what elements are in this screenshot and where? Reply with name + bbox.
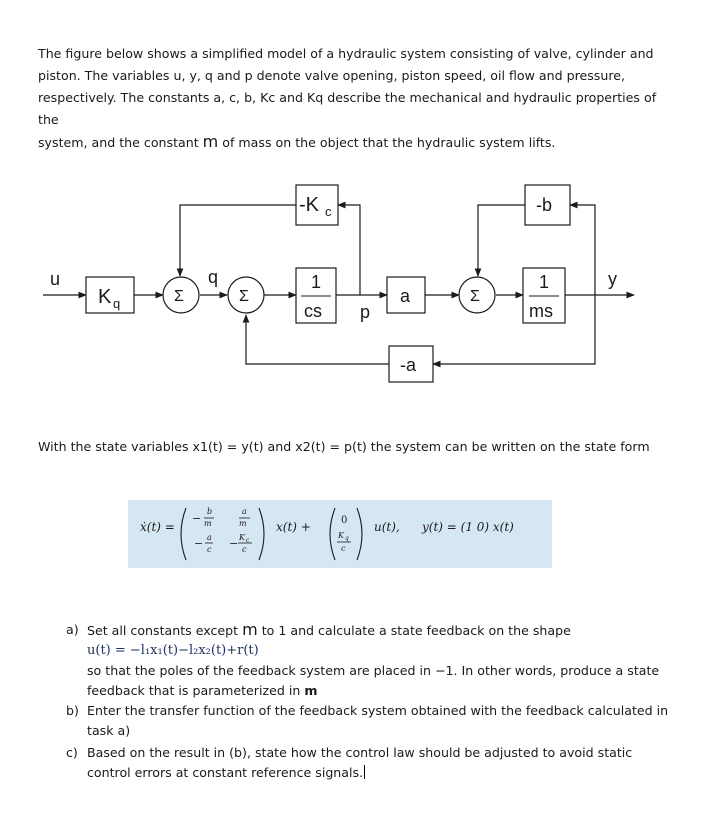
text-cursor — [364, 765, 365, 779]
task-a-line-1-post: to 1 and calculate a state feedback on the shape — [257, 623, 571, 638]
a12-den: m — [239, 519, 247, 528]
task-c-line-2-text: control errors at constant reference signals. — [87, 765, 364, 780]
a22-sub: c — [246, 537, 250, 544]
eq-u-term: u(t), — [374, 520, 400, 534]
output-label-y: y — [608, 269, 617, 289]
intro-line-2: piston. The variables u, y, q and p denote valve opening, piston speed, oil flow and pressure, — [38, 68, 625, 83]
neg-kc-sub-label: c — [325, 204, 332, 219]
neg-kc-main-label: -K — [299, 194, 319, 216]
neg-a-block-label: -a — [400, 355, 417, 375]
task-a-line-1 — [87, 620, 686, 641]
q-signal-label: q — [208, 267, 219, 287]
intro-line-4-post: of mass on the object that the hydraulic system lifts. — [218, 135, 556, 150]
eq-output: y(t) = (1 0) x(t) — [422, 520, 514, 534]
ms-numerator: 1 — [539, 272, 550, 292]
input-label-u: u — [50, 269, 61, 289]
neg-b-block-label: -b — [536, 195, 553, 215]
task-c-label: c) — [66, 745, 78, 760]
cs-numerator: 1 — [311, 272, 322, 292]
state-form-sentence: With the state variables x1(t) = y(t) and x2(t) = p(t) the system can be written on the state form — [38, 439, 650, 454]
intro-line-4-pre: system, and the constant — [38, 135, 203, 150]
wire-p-to-kc — [338, 205, 360, 295]
cs-denominator: cs — [304, 301, 322, 321]
kq-sub-label: q — [113, 296, 121, 311]
state-space-equation — [128, 500, 552, 568]
a11-den: m — [204, 519, 212, 528]
p-signal-label: p — [360, 302, 371, 322]
mass-variable-m: m — [202, 132, 219, 151]
task-b-label: b) — [66, 703, 79, 718]
task-a-line-4-pre: feedback that is parameterized in — [87, 683, 305, 698]
wire-y-to-b — [570, 205, 595, 295]
eq-x-term: x(t) + — [276, 520, 311, 534]
intro-line-4 — [38, 131, 668, 154]
a11-num: b — [207, 507, 213, 516]
wire-y-to-neg-a — [433, 295, 595, 364]
wire-b-to-sum3 — [478, 205, 525, 276]
task-b — [66, 701, 686, 741]
task-a-line-1-pre: Set all constants except — [87, 623, 243, 638]
intro-line-1: The figure below shows a simplified model of a hydraulic system consisting of valve, cylinder and — [38, 46, 654, 61]
task-b-line-2: task a) — [87, 723, 131, 738]
task-c-line-1: Based on the result in (b), state how the control law should be adjusted to avoid static — [87, 745, 633, 760]
task-a-label: a) — [66, 622, 79, 637]
a12-num: a — [242, 507, 247, 516]
task-c-line-2 — [87, 763, 686, 783]
block-diagram — [38, 175, 638, 390]
sum2-symbol: Σ — [239, 288, 249, 305]
b1-value: 0 — [341, 515, 348, 526]
task-a-mass-m: m — [242, 620, 258, 639]
b2-sub: q — [345, 535, 349, 542]
kq-main-label: K — [98, 286, 112, 308]
task-b-line-1: Enter the transfer function of the feedback system obtained with the feedback calculated in — [87, 703, 669, 718]
task-a-line-3: so that the poles of the feedback system are placed in −1. In other words, produce a state — [87, 663, 660, 678]
wire-kc-to-sum1 — [180, 205, 296, 276]
feedback-law-formula: u(t) = −l₁x₁(t)−l₂x₂(t)+r(t) — [87, 643, 259, 658]
sum1-symbol: Σ — [174, 288, 184, 305]
a21-den: c — [207, 545, 212, 554]
task-a-bold-m: m — [304, 683, 318, 698]
ms-denominator: ms — [529, 301, 553, 321]
a21-num: a — [207, 533, 212, 542]
task-a — [66, 620, 686, 701]
task-c — [66, 743, 686, 783]
sum3-symbol: Σ — [470, 288, 480, 305]
a22-den: c — [242, 545, 247, 554]
b2-den: c — [341, 544, 346, 553]
task-list — [66, 620, 686, 783]
eq-lhs: ẋ(t) = — [140, 520, 175, 534]
a11-minus: − — [192, 512, 202, 525]
a21-minus: − — [194, 537, 204, 550]
a22-minus: − — [229, 537, 239, 550]
a22-num: K — [239, 533, 245, 542]
intro-line-3: respectively. The constants a, c, b, Kc and Kq describe the mechanical and hydraulic properties of the — [38, 90, 657, 127]
b2-num: K — [338, 531, 344, 540]
task-a-line-4 — [87, 681, 686, 701]
intro-paragraph — [38, 43, 668, 154]
a-block-label: a — [400, 286, 411, 306]
